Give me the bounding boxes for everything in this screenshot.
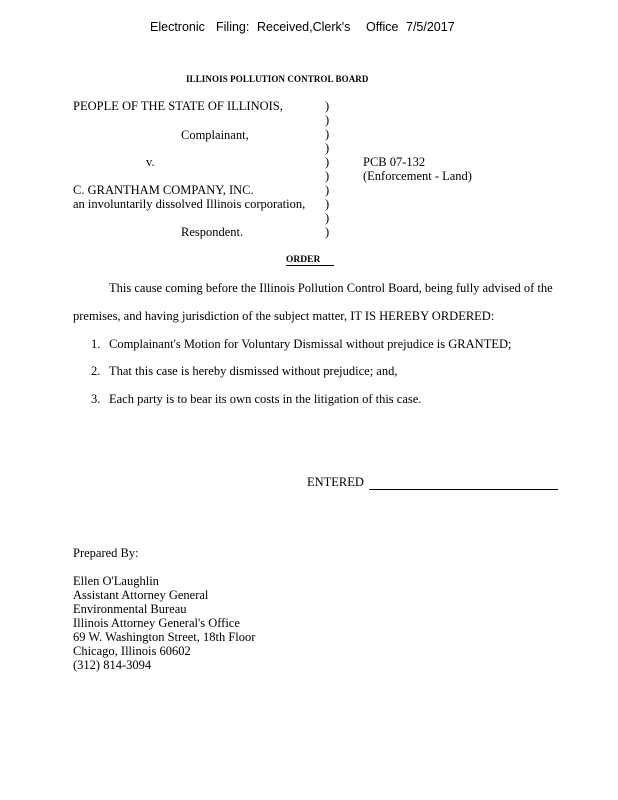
- header-received: Received,Clerk's: [257, 20, 351, 34]
- caption-versus: v.: [146, 155, 155, 169]
- caption-paren: ): [325, 141, 330, 155]
- caption-paren: ): [325, 155, 330, 169]
- caption-paren: ): [325, 225, 330, 239]
- caption-paren: ): [325, 127, 330, 141]
- caption-respondent-desc: an involuntarily dissolved Illinois corporation,: [73, 197, 306, 211]
- caption-paren: ): [325, 211, 330, 225]
- prepared-line: 69 W. Washington Street, 18th Floor: [73, 630, 256, 644]
- prepared-line: Chicago, Illinois 60602: [73, 644, 191, 658]
- order-item-number: 1.: [91, 337, 101, 351]
- caption-complainant: Complainant,: [181, 128, 249, 142]
- order-item-number: 2.: [91, 364, 101, 378]
- signature-line: [369, 489, 558, 490]
- order-item-text: Complainant's Motion for Voluntary Dismissal without prejudice is GRANTED;: [109, 337, 512, 351]
- caption-respondent: Respondent.: [181, 225, 244, 239]
- order-item-text: That this case is hereby dismissed without prejudice; and,: [109, 364, 398, 378]
- prepared-line: Ellen O'Laughlin: [73, 574, 159, 588]
- caption-paren: ): [325, 113, 330, 127]
- prepared-line: Illinois Attorney General's Office: [73, 616, 240, 630]
- prepared-line: Environmental Bureau: [73, 602, 187, 616]
- entered-label: ENTERED: [307, 475, 364, 489]
- caption-paren: ): [325, 99, 330, 113]
- caption-paren: ): [325, 183, 330, 197]
- case-number: PCB 07-132: [363, 155, 426, 169]
- body-line-1: This cause coming before the Illinois Pollution Control Board, being fully advised of the: [109, 281, 553, 295]
- caption-respondent-name: C. GRANTHAM COMPANY, INC.: [73, 183, 254, 197]
- prepared-by-label: Prepared By:: [73, 546, 139, 560]
- board-name: ILLINOIS POLLUTION CONTROL BOARD: [186, 74, 369, 84]
- order-title: ORDER: [286, 255, 334, 266]
- header-electronic: Electronic: [150, 20, 205, 34]
- case-type: (Enforcement - Land): [363, 169, 472, 183]
- prepared-line: (312) 814-3094: [73, 658, 152, 672]
- body-line-2: premises, and having jurisdiction of the subject matter, IT IS HEREBY ORDERED:: [73, 309, 495, 323]
- order-item-text: Each party is to bear its own costs in the litigation of this case.: [109, 392, 422, 406]
- header-filing: Filing:: [216, 20, 250, 34]
- header-office: Office: [366, 20, 399, 34]
- order-item-number: 3.: [91, 392, 101, 406]
- caption-plaintiff: PEOPLE OF THE STATE OF ILLINOIS,: [73, 99, 283, 113]
- caption-paren: ): [325, 169, 330, 183]
- header-date: 7/5/2017: [406, 20, 455, 34]
- caption-paren: ): [325, 197, 330, 211]
- prepared-line: Assistant Attorney General: [73, 588, 209, 602]
